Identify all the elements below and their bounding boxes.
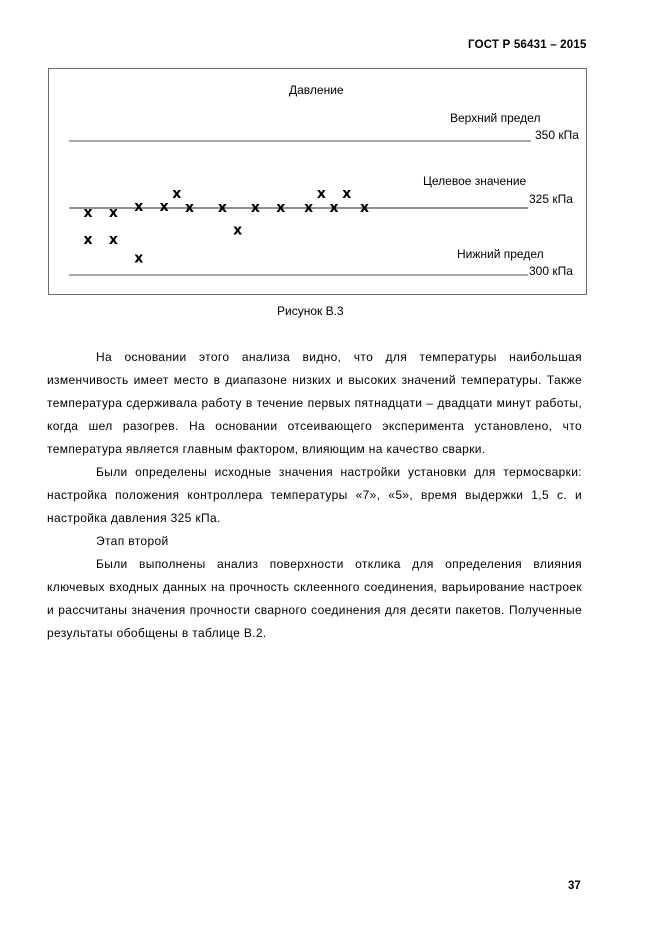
target-value-label: Целевое значение: [423, 174, 527, 188]
data-point-x-marker: x: [250, 199, 260, 216]
data-point-x-marker: x: [134, 199, 144, 216]
paragraph-response-surface: Были выполнены анализ поверхности отклика для определения влияния ключевых входных данных на прочность склеенного соединения, варьирование настроек и рассчитаны значения прочности сварного соединения для десяти пакетов. Полученные результаты обобщены в таблице В.2.: [47, 557, 582, 640]
upper-limit-value: 350 кПа: [535, 128, 579, 142]
upper-limit-label: Верхний предел: [450, 111, 541, 125]
document-header: ГОСТ Р 56431 – 2015: [468, 39, 587, 51]
data-point-x-marker: x: [329, 199, 339, 216]
data-points: [83, 186, 368, 266]
data-point-x-marker: x: [184, 199, 194, 216]
section-heading-stage-two: Этап второй: [96, 534, 169, 548]
data-point-x-marker: x: [304, 199, 314, 216]
data-point-x-marker: x: [134, 250, 144, 267]
figure-caption: Рисунок В.3: [277, 304, 344, 318]
data-point-x-marker: x: [316, 185, 326, 202]
pressure-chart: [48, 68, 587, 295]
data-point-x-marker: x: [159, 199, 169, 216]
chart-title: Давление: [289, 83, 344, 97]
data-point-x-marker: x: [217, 199, 227, 216]
data-point-x-marker: x: [172, 185, 182, 202]
paragraph-initial-settings: Были определены исходные значения настройки установки для термосварки: настройка положения контроллера температуры «7», «5», время выдержки 1,5 с. и настройка давления 325 кПа.: [47, 465, 582, 525]
page-number: 37: [568, 880, 581, 892]
data-point-x-marker: x: [83, 231, 93, 248]
chart-canvas: [49, 69, 588, 296]
data-point-x-marker: x: [359, 199, 369, 216]
data-point-x-marker: x: [83, 205, 93, 222]
paragraph-analysis: На основании этого анализа видно, что для температуры наибольшая изменчивость имеет место в диапазоне низких и высоких значений температуры. Также температура сдерживала работу в течение первых пятнадцати – двадцати минут работы, когда шел разогрев. На основании отсеивающего эксперимента установлено, что температура является главным фактором, влияющим на качество сварки.: [47, 350, 582, 456]
target-value-value: 325 кПа: [529, 192, 573, 206]
lower-limit-value: 300 кПа: [529, 264, 573, 278]
data-point-x-marker: x: [276, 199, 286, 216]
data-point-x-marker: x: [108, 205, 118, 222]
body-text: [47, 346, 582, 645]
data-point-x-marker: x: [342, 185, 352, 202]
lower-limit-label: Нижний предел: [457, 247, 544, 261]
data-point-x-marker: x: [108, 231, 118, 248]
data-point-x-marker: x: [233, 222, 243, 239]
